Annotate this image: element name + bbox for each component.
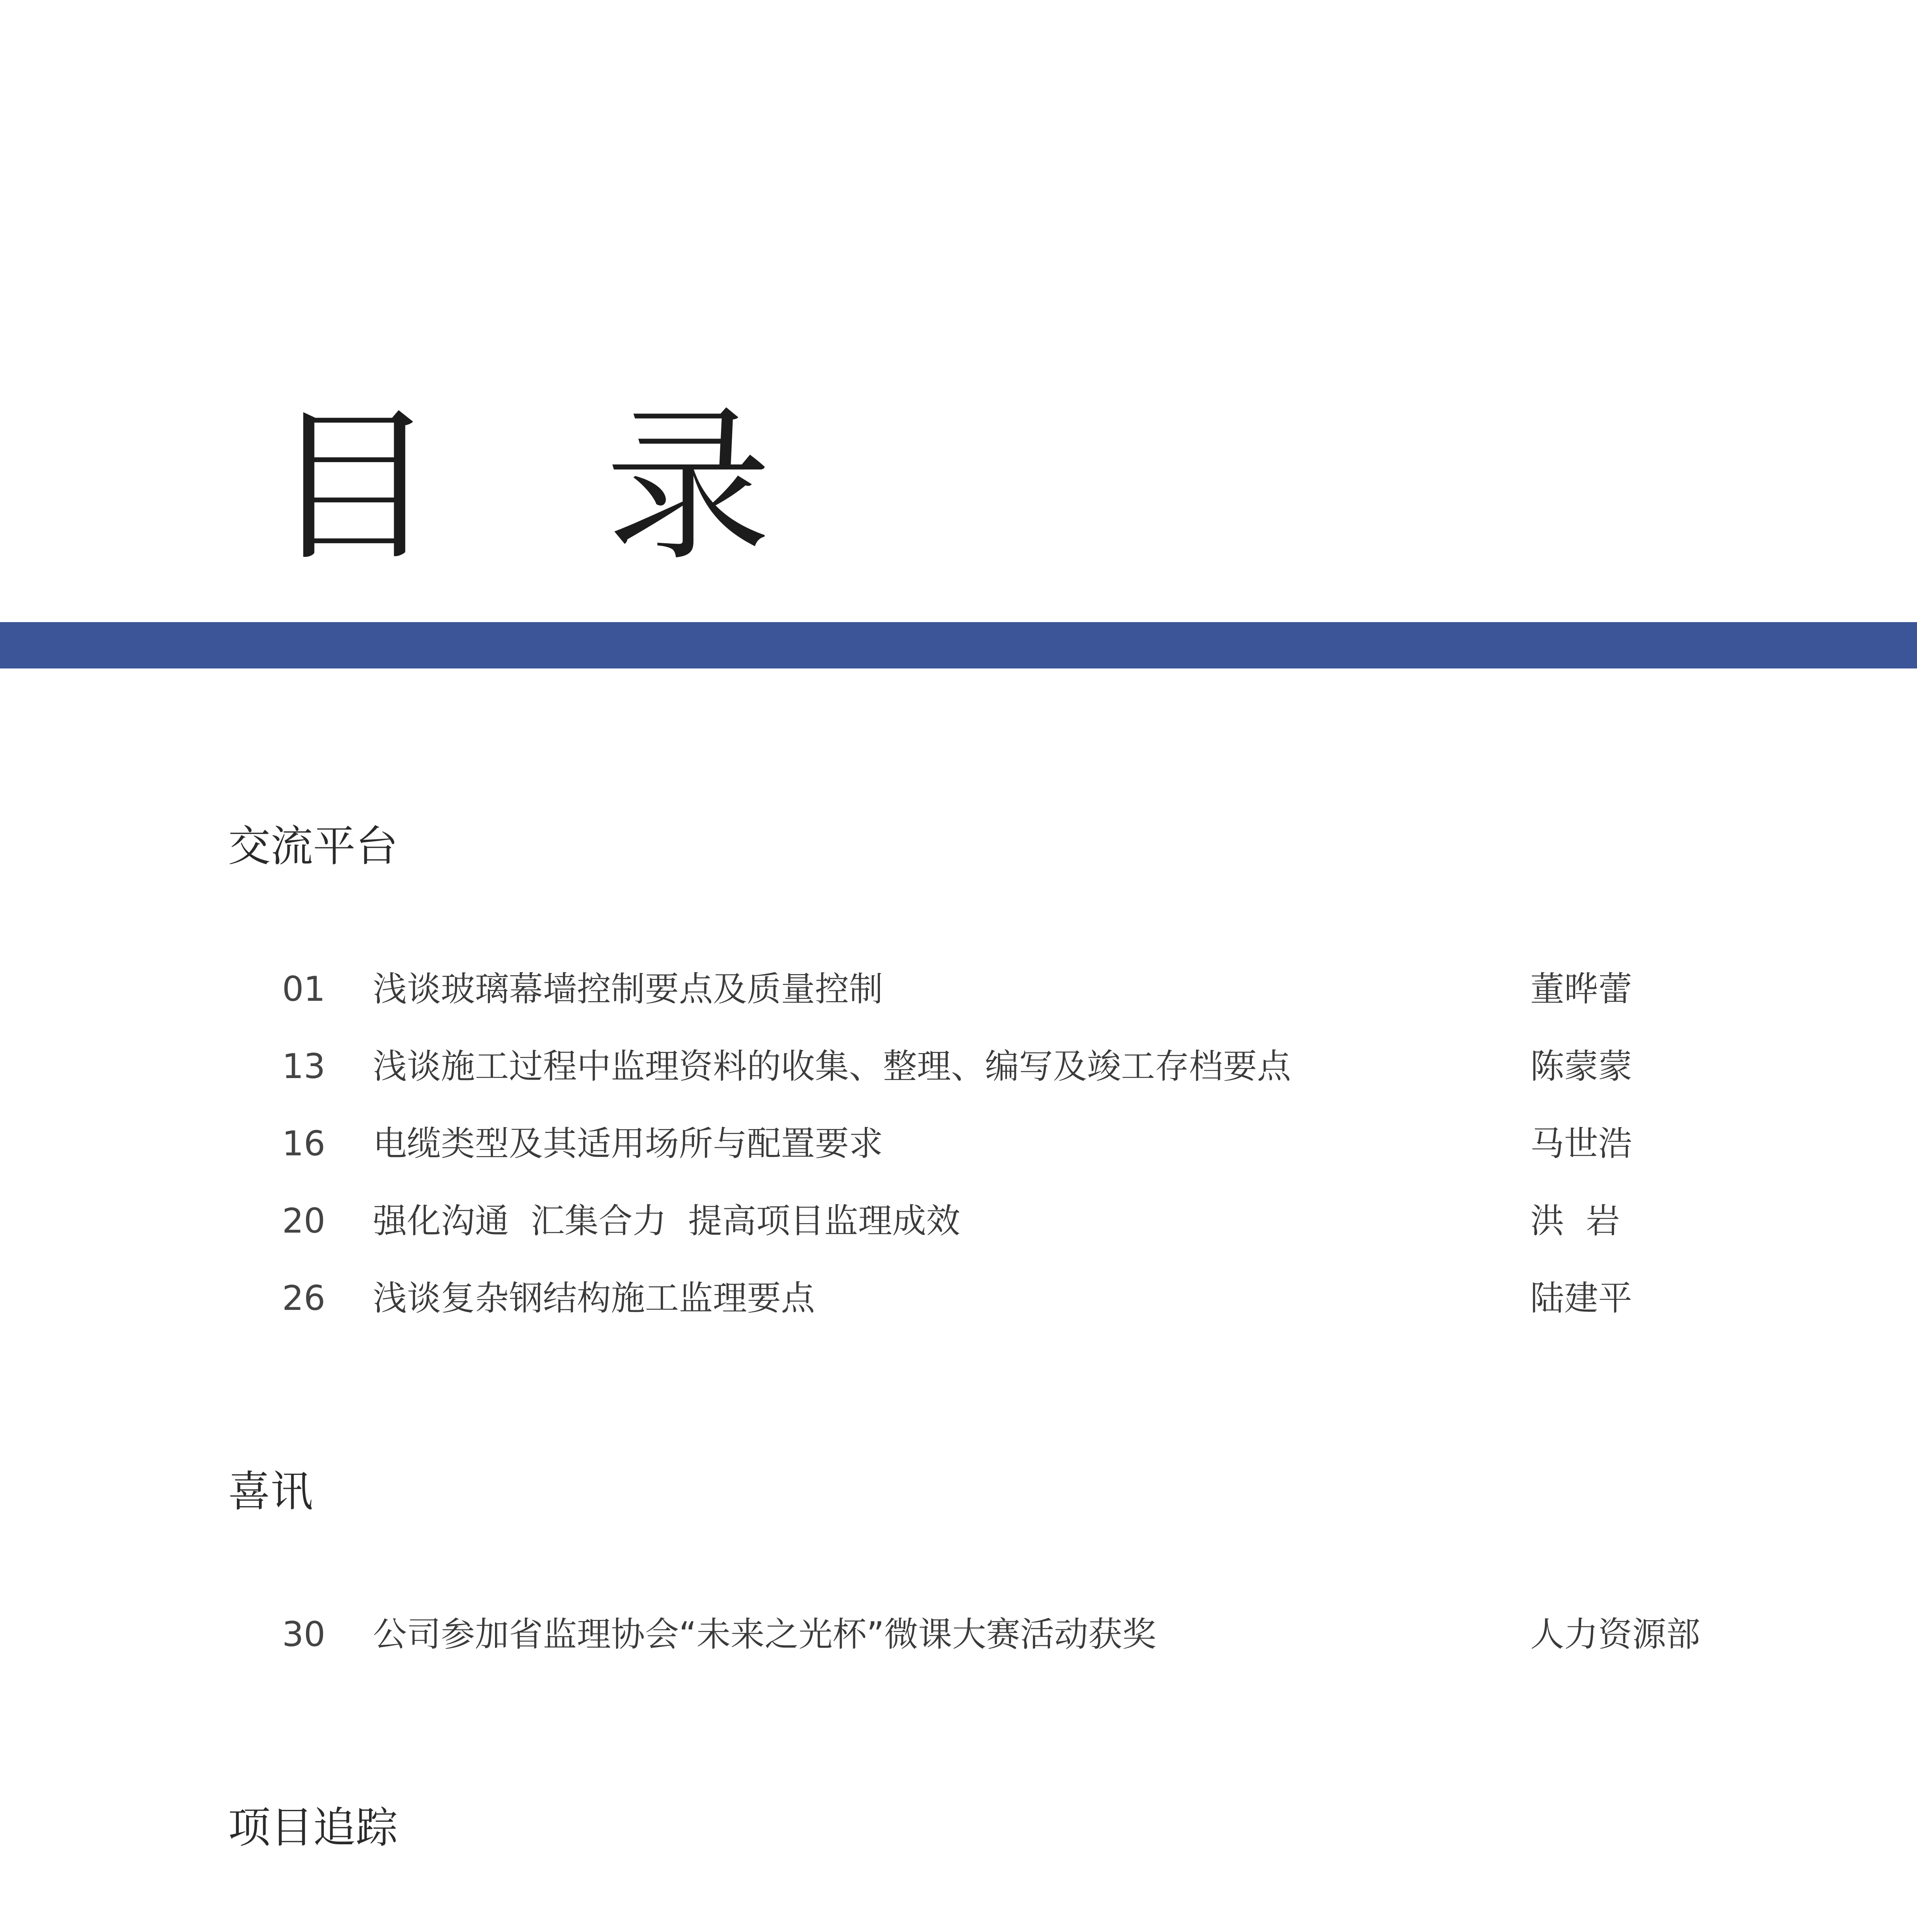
title-divider-bar [0,622,1917,668]
toc-author: 人力资源部 [1530,1614,1701,1654]
toc-title: 浅谈玻璃幕墙控制要点及质量控制 [373,969,883,1009]
toc-author: 洪 岩 [1530,1201,1620,1241]
toc-entry[interactable] [0,1121,1917,1167]
toc-entry[interactable] [0,1611,1917,1658]
toc-page-number: 13 [282,1046,325,1086]
toc-entry[interactable] [0,1198,1917,1244]
toc-author: 陈蒙蒙 [1530,1046,1633,1086]
toc-page-number: 01 [282,969,325,1009]
toc-title: 公司参加省监理协会“未来之光杯”微课大赛活动获奖 [373,1614,1157,1654]
section-heading-good-news: 喜讯 [228,1467,313,1516]
toc-title: 电缆类型及其适用场所与配置要求 [373,1124,883,1163]
toc-title: 浅谈施工过程中监理资料的收集、整理、编写及竣工存档要点 [373,1046,1291,1086]
toc-title: 强化沟通 汇集合力 提高项目监理成效 [373,1201,960,1241]
toc-title: 浅谈复杂钢结构施工监理要点 [373,1278,815,1318]
toc-page-number: 16 [282,1124,325,1163]
page-title: 目 录 [270,390,830,583]
section-heading-exchange: 交流平台 [228,821,398,871]
toc-author: 马世浩 [1530,1124,1633,1163]
toc-entry[interactable] [0,966,1917,1012]
section-heading-project-tracking: 项目追踪 [228,1803,398,1852]
toc-page-number: 30 [282,1614,325,1654]
toc-entry[interactable] [0,1275,1917,1321]
toc-entry[interactable] [0,1043,1917,1090]
toc-page-number: 20 [282,1201,325,1241]
toc-author: 董晔蕾 [1530,969,1633,1009]
toc-page-number: 26 [282,1278,325,1318]
toc-author: 陆建平 [1530,1278,1633,1318]
